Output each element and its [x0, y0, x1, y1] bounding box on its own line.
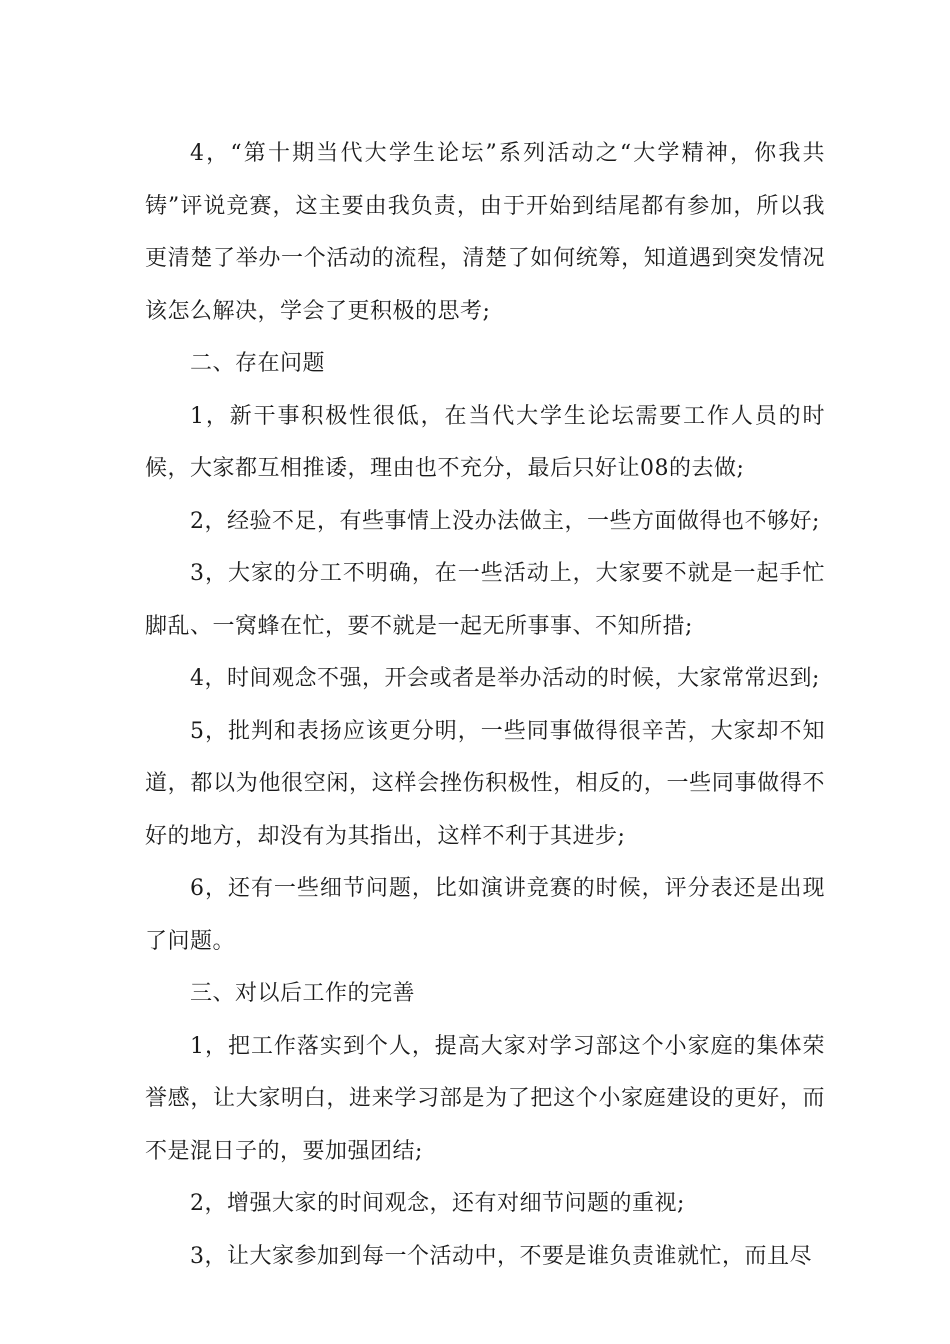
section-heading-problems: 二、存在问题 [190, 351, 326, 376]
paragraph-improvement-2: 2，增强大家的时间观念，还有对细节问题的重视; [190, 1191, 685, 1216]
section-heading-improvements: 三、对以后工作的完善 [190, 981, 416, 1006]
paragraph-improvement-3: 3，让大家参加到每一个活动中，不要是谁负责谁就忙，而且尽 [190, 1243, 812, 1269]
paragraph-problem-1: 1，新干事积极性很低，在当代大学生论坛需要工作人员的时候，大家都互相推诿，理由也不充分，最后只好让08的去做; [145, 403, 825, 481]
paragraph-problem-5: 5，批判和表扬应该更分明，一些同事做得很辛苦，大家却不知道，都以为他很空闲，这样会挫伤积极性，相反的，一些同事做得不好的地方，却没有为其指出，这样不利于其进步; [145, 718, 825, 849]
document-body [145, 128, 825, 1283]
paragraph-improvement-1: 1，把工作落实到个人，提高大家对学习部这个小家庭的集体荣誉感，让大家明白，进来学习部是为了把这个小家庭建设的更好，而不是混日子的，要加强团结; [145, 1033, 825, 1164]
paragraph-problem-3: 3，大家的分工不明确，在一些活动上，大家要不就是一起手忙脚乱、一窝蜂在忙，要不就是一起无所事事、不知所措; [145, 561, 825, 639]
paragraph-problem-6: 6，还有一些细节问题，比如演讲竞赛的时候，评分表还是出现了问题。 [145, 876, 825, 954]
paragraph-problem-4: 4，时间观念不强，开会或者是举办活动的时候，大家常常迟到; [190, 666, 820, 691]
paragraph-problem-2: 2，经验不足，有些事情上没办法做主，一些方面做得也不够好; [190, 508, 820, 534]
paragraph-item-4-forum: 4，“第十期当代大学生论坛”系列活动之“大学精神，你我共铸”评说竞赛，这主要由我负责，由于开始到结尾都有参加，所以我更清楚了举办一个活动的流程，清楚了如何统筹，知道遇到突发情况该怎么解决，学会了更积极的思考; [145, 141, 825, 324]
